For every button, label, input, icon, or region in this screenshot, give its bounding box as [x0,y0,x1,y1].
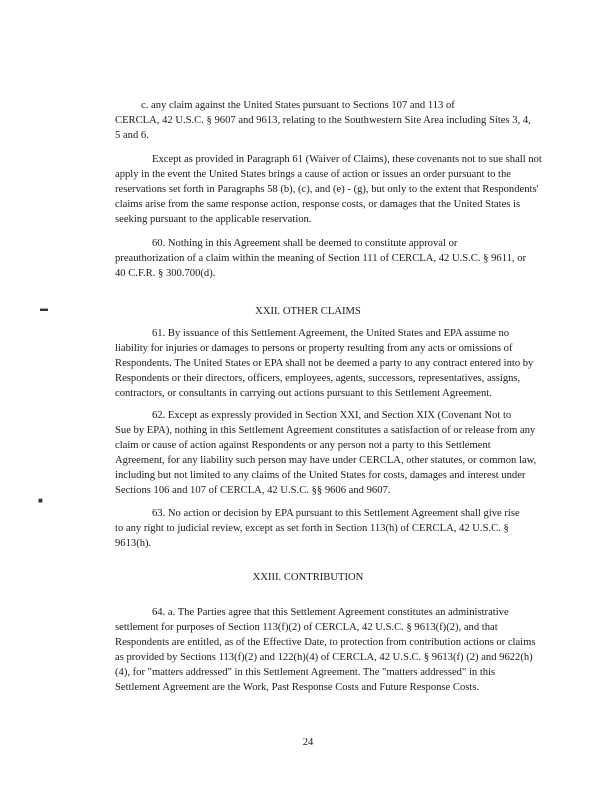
paragraph-64-line-6: Settlement Agreement are the Work, Past Response Costs and Future Response Costs. [115,682,480,693]
page-number: 24 [302,737,314,748]
paragraph-61-line-4: Respondents or their directors, officers, employees, agents, successors, representatives, assigns, [115,373,521,384]
paragraph-except-line-2: apply in the event the United States brings a cause of action or issues an order pursuant to the [115,169,511,180]
paragraph-except-line-5: seeking pursuant to the applicable reservation. [115,214,312,225]
paragraph-c-line-2: CERCLA, 42 U.S.C. § 9607 and 9613, relating to the Southwestern Site Area including Sites 3, 4, [115,115,531,126]
margin-mark: ▬ [40,304,48,313]
paragraph-60-line-3: 40 C.F.R. § 300.700(d). [115,268,216,279]
paragraph-62-line-3: claim or cause of action against Respondents or any person not a party to this Settlement [115,440,491,451]
margin-mark: ■ [38,496,43,505]
paragraph-60-line-1: 60. Nothing in this Agreement shall be deemed to constitute approval or [152,238,458,249]
paragraph-63-line-1: 63. No action or decision by EPA pursuant to this Settlement Agreement shall give rise [152,508,520,519]
paragraph-except-line-1: Except as provided in Paragraph 61 (Waiver of Claims), these covenants not to sue shall not [152,154,542,165]
paragraph-c-line-3: 5 and 6. [115,130,149,141]
paragraph-61-line-2: liability for injuries or damages to persons or property resulting from any acts or omissions of [115,343,513,354]
paragraph-61-line-3: Respondents. The United States or EPA shall not be deemed a party to any contract entered into by [115,358,534,369]
paragraph-62-line-5: including but not limited to any claims of the United States for costs, damages and interest under [115,470,526,481]
paragraph-62-line-2: Sue by EPA), nothing in this Settlement Agreement constitutes a satisfaction of or release from any [115,425,536,436]
paragraph-62-line-4: Agreement, for any liability such person may have under CERCLA, other statutes, or common law, [115,455,537,466]
paragraph-64-line-4: as provided by Sections 113(f)(2) and 122(h)(4) of CERCLA, 42 U.S.C. § 9613(f) (2) and 9622(h) [115,652,533,663]
paragraph-61-line-5: contractors, or consultants in carrying out actions pursuant to this Settlement Agreement. [115,388,492,399]
section-heading-other-claims: XXII. OTHER CLAIMS [255,306,361,317]
paragraph-64-line-2: settlement for purposes of Section 113(f)(2) of CERCLA, 42 U.S.C. § 9613(f)(2), and that [115,622,498,633]
paragraph-63-line-3: 9613(h). [115,538,152,549]
paragraph-64-line-1: 64. a. The Parties agree that this Settlement Agreement constitutes an administrative [152,607,509,618]
paragraph-60-line-2: preauthorization of a claim within the meaning of Section 111 of CERCLA, 42 U.S.C. § 9611, or [115,253,527,264]
paragraph-62-line-1: 62. Except as expressly provided in Section XXI, and Section XIX (Covenant Not to [152,410,512,421]
paragraph-63-line-2: to any right to judicial review, except as set forth in Section 113(h) of CERCLA, 42 U.S.C. § [115,523,509,534]
paragraph-61-line-1: 61. By issuance of this Settlement Agreement, the United States and EPA assume no [152,328,510,339]
paragraph-except-line-3: reservations set forth in Paragraphs 58 (b), (c), and (e) - (g), but only to the extent that Respondents' [115,184,539,195]
paragraph-64-line-5: (4), for "matters addressed" in this Settlement Agreement. The "matters addressed" in this [115,667,496,678]
section-heading-contribution: XXIII. CONTRIBUTION [252,572,364,583]
paragraph-64-line-3: Respondents are entitled, as of the Effective Date, to protection from contribution actions or claims [115,637,536,648]
paragraph-except-line-4: claims arise from the same response action, response costs, or damages that the United States is [115,199,521,210]
paragraph-c-line-1: c. any claim against the United States pursuant to Sections 107 and 113 of [141,100,455,111]
paragraph-62-line-6: Sections 106 and 107 of CERCLA, 42 U.S.C. §§ 9606 and 9607. [115,485,391,496]
